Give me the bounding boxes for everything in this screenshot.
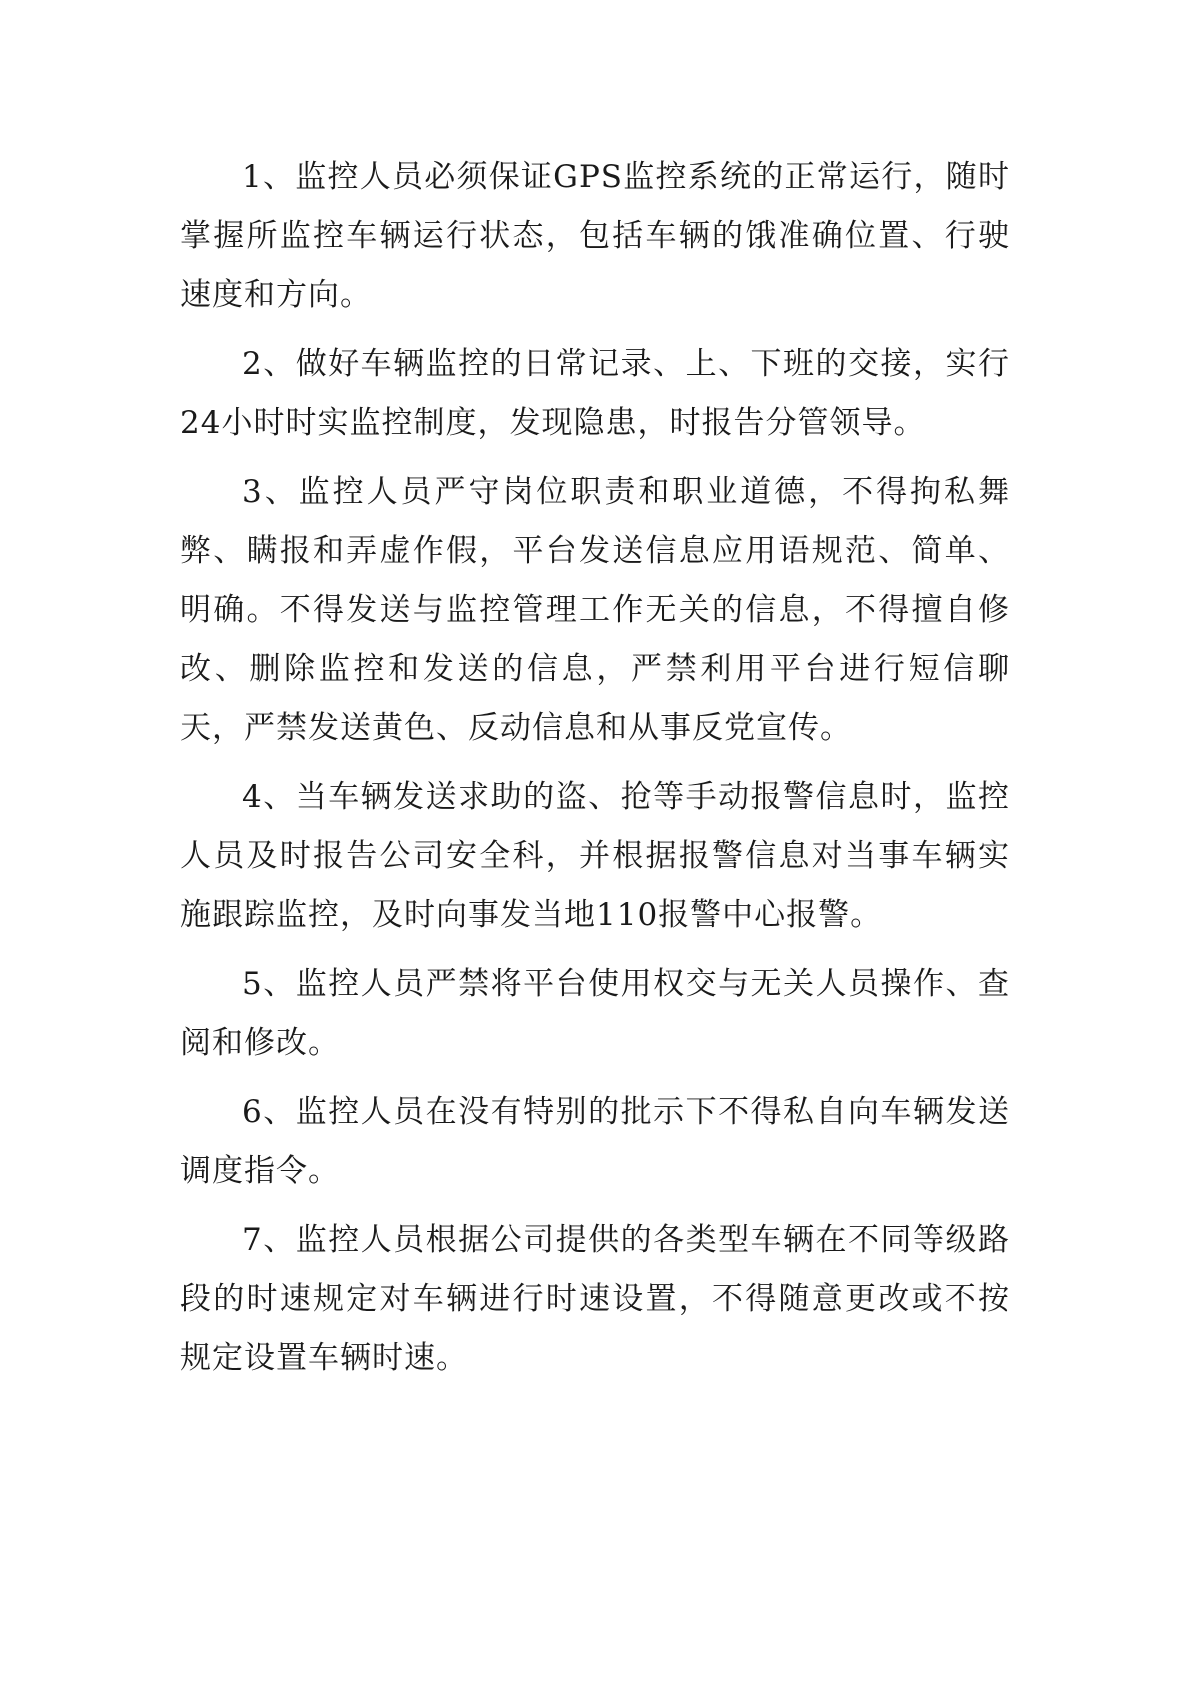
paragraph-7: 7、监控人员根据公司提供的各类型车辆在不同等级路段的时速规定对车辆进行时速设置，不得随意更改或不按规定设置车辆时速。 [180, 1222, 1010, 1376]
paragraph-5: 5、监控人员严禁将平台使用权交与无关人员操作、查阅和修改。 [180, 966, 1010, 1061]
paragraph-1: 1、监控人员必须保证GPS监控系统的正常运行，随时掌握所监控车辆运行状态，包括车辆的饿准确位置、行驶速度和方向。 [180, 159, 1010, 313]
paragraph-4: 4、当车辆发送求助的盗、抢等手动报警信息时，监控人员及时报告公司安全科，并根据报警信息对当事车辆实施跟踪监控，及时向事发当地110报警中心报警。 [180, 779, 1010, 933]
paragraph-2: 2、做好车辆监控的日常记录、上、下班的交接，实行24小时时实监控制度，发现隐患，时报告分管领导。 [180, 346, 1010, 441]
document-body [180, 148, 1010, 1398]
paragraph-3: 3、监控人员严守岗位职责和职业道德，不得拘私舞弊、瞒报和弄虚作假，平台发送信息应用语规范、简单、明确。不得发送与监控管理工作无关的信息，不得擅自修改、删除监控和发送的信息，严禁利用平台进行短信聊天，严禁发送黄色、反动信息和从事反党宣传。 [180, 474, 1010, 746]
paragraph-6: 6、监控人员在没有特别的批示下不得私自向车辆发送调度指令。 [180, 1094, 1010, 1189]
